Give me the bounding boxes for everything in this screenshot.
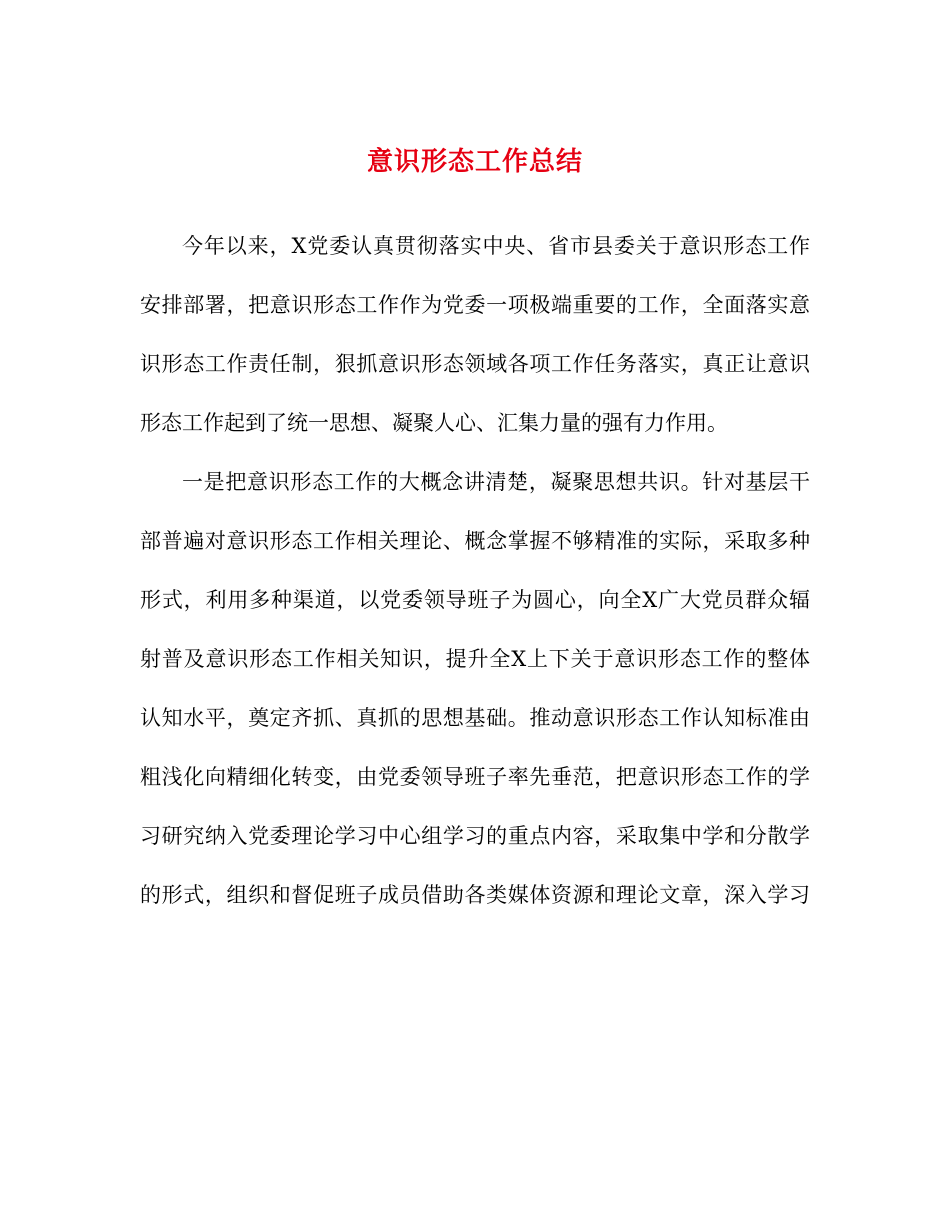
paragraph-2-line-1: 一是把意识形态工作的大概念讲清楚，凝聚思想共识。针对基层干 [182, 470, 810, 494]
paragraph-2-line-5: 认知水平，奠定齐抓、真抓的思想基础。推动意识形态工作认知标准由 [140, 706, 810, 730]
paragraph-1-line-3: 识形态工作责任制，狠抓意识形态领域各项工作任务落实，真正让意识 [140, 352, 810, 376]
paragraph-2-line-4: 射普及意识形态工作相关知识，提升全X上下关于意识形态工作的整体 [140, 647, 810, 671]
paragraph-2-line-7: 习研究纳入党委理论学习中心组学习的重点内容，采取集中学和分散学 [140, 824, 810, 848]
paragraph-2-line-6: 粗浅化向精细化转变，由党委领导班子率先垂范，把意识形态工作的学 [140, 765, 810, 789]
paragraph-1-line-2: 安排部署，把意识形态工作作为党委一项极端重要的工作，全面落实意 [140, 293, 810, 317]
document-title: 意识形态工作总结 [366, 147, 583, 177]
paragraph-2-line-2: 部普遍对意识形态工作相关理论、概念掌握不够精准的实际，采取多种 [140, 529, 810, 553]
paragraph-2-line-3: 形式，利用多种渠道，以党委领导班子为圆心，向全X广大党员群众辐 [140, 588, 810, 612]
paragraph-1-line-4: 形态工作起到了统一思想、凝聚人心、汇集力量的强有力作用。 [140, 411, 728, 435]
paragraph-2-line-8: 的形式，组织和督促班子成员借助各类媒体资源和理论文章，深入学习 [140, 883, 810, 907]
paragraph-1-line-1: 今年以来，X党委认真贯彻落实中央、省市县委关于意识形态工作 [182, 234, 810, 258]
document-body [140, 224, 810, 932]
